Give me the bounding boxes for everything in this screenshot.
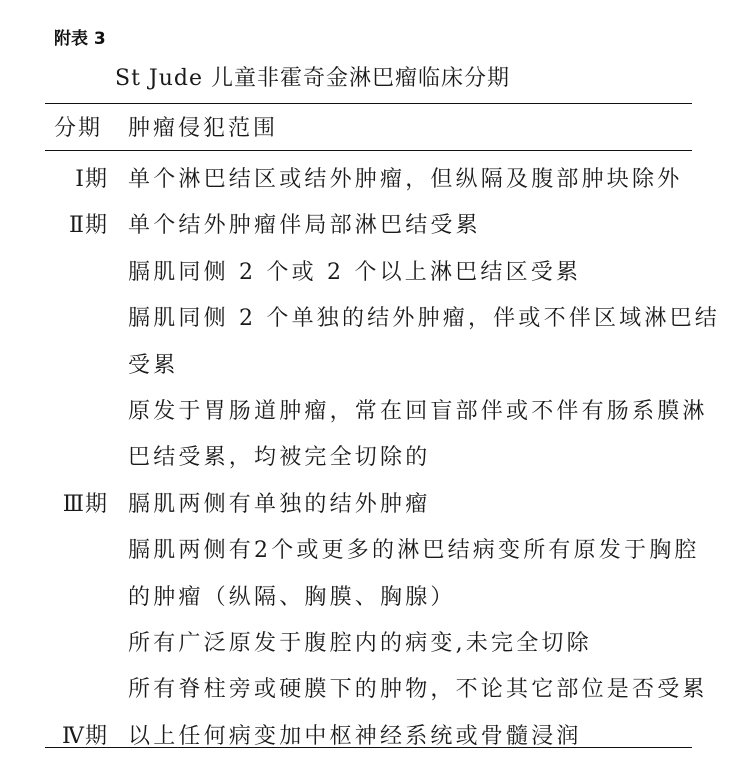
table-row xyxy=(0,673,739,719)
table-row xyxy=(0,720,739,766)
table-row xyxy=(0,349,739,395)
table-row xyxy=(0,534,739,580)
table-title: St Jude 儿童非霍奇金淋巴瘤临床分期 xyxy=(115,66,510,91)
table-body xyxy=(0,163,739,766)
header-stage: 分期 xyxy=(54,116,103,141)
extent-text: 单个结外肿瘤伴局部淋巴结受累 xyxy=(128,213,481,239)
stage-label: Ⅱ期 xyxy=(69,213,108,239)
stage-label: Ⅲ期 xyxy=(62,491,108,517)
extent-text: 单个淋巴结区或结外肿瘤，但纵隔及腹部肿块除外 xyxy=(128,167,683,192)
extent-text: 巴结受累，均被完全切除的 xyxy=(128,445,431,471)
bottom-rule xyxy=(45,747,692,748)
extent-text: 以上任何病变加中枢神经系统或骨髓浸润 xyxy=(128,723,582,749)
extent-text: 膈肌两侧有单独的结外肿瘤 xyxy=(128,491,431,517)
top-rule xyxy=(45,103,692,104)
extent-text: 膈肌两侧有2个或更多的淋巴结病变所有原发于胸腔 xyxy=(128,538,700,564)
table-row xyxy=(0,256,739,302)
table-row xyxy=(0,209,739,255)
extent-text: 膈肌同侧 2 个单独的结外肿瘤，伴或不伴区域淋巴结 xyxy=(128,306,720,332)
table-row xyxy=(0,441,739,487)
extent-text: 受累 xyxy=(128,352,179,378)
stage-label: Ⅰ期 xyxy=(75,167,108,192)
extent-text: 所有脊柱旁或硬膜下的肿物，不论其它部位是否受累 xyxy=(128,677,708,703)
table-row xyxy=(0,163,739,209)
extent-text: 所有广泛原发于腹腔内的病变,未完全切除 xyxy=(128,630,592,656)
table-row xyxy=(0,395,739,441)
table-row xyxy=(0,302,739,348)
extent-text: 的肿瘤（纵隔、胸膜、胸腺） xyxy=(128,584,456,610)
extent-text: 膈肌同侧 2 个或 2 个以上淋巴结区受累 xyxy=(128,259,582,285)
table-row xyxy=(0,488,739,534)
table-caption: 附表 3 xyxy=(54,29,106,49)
stage-label: Ⅳ期 xyxy=(62,723,108,749)
header-extent: 肿瘤侵犯范围 xyxy=(128,116,279,141)
extent-text: 原发于胃肠道肿瘤，常在回盲部伴或不伴有肠系膜淋 xyxy=(128,398,708,424)
header-rule xyxy=(45,150,692,151)
table-row xyxy=(0,627,739,673)
table-row xyxy=(0,581,739,627)
